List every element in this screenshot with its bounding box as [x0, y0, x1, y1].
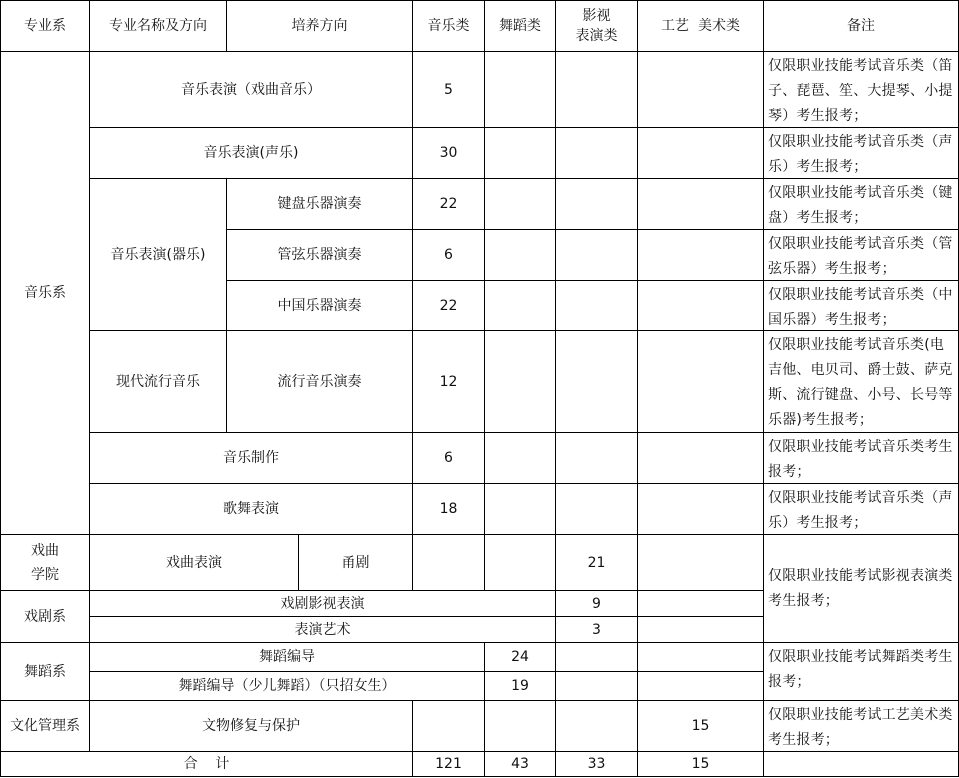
header-dept: 专业系	[0, 0, 89, 51]
empty-cell	[555, 127, 637, 178]
total-film: 33	[555, 751, 637, 777]
film-count-perf-art: 3	[555, 616, 637, 642]
empty-cell	[412, 534, 484, 590]
empty-cell	[637, 616, 763, 642]
header-dance: 舞蹈类	[484, 0, 555, 51]
empty-cell	[637, 432, 763, 483]
empty-cell	[484, 51, 555, 127]
empty-cell	[555, 671, 637, 700]
empty-cell	[555, 483, 637, 534]
major-relic: 文物修复与保护	[89, 700, 412, 751]
music-count-singdance: 18	[412, 483, 484, 534]
film-count-drama: 9	[555, 590, 637, 616]
total-music: 121	[412, 751, 484, 777]
header-art: 工艺 美术类	[637, 0, 763, 51]
major-drama-film: 戏剧影视表演	[89, 590, 555, 616]
major-xiqu-music: 音乐表演（戏曲音乐）	[89, 51, 412, 127]
music-count-winds: 6	[412, 229, 484, 280]
empty-cell	[555, 51, 637, 127]
dept-dance: 舞蹈系	[0, 642, 89, 700]
header-direction: 培养方向	[226, 0, 412, 51]
direction-opera: 甬剧	[298, 534, 412, 590]
empty-cell	[555, 280, 637, 330]
empty-cell	[555, 178, 637, 229]
music-count-keyboard: 22	[412, 178, 484, 229]
note-dance: 仅限职业技能考试舞蹈类考生报考；	[763, 642, 959, 700]
major-opera: 戏曲表演	[89, 534, 298, 590]
header-film	[555, 0, 637, 51]
dept-drama: 戏剧系	[0, 590, 89, 642]
header-major: 专业名称及方向	[89, 0, 226, 51]
empty-cell	[555, 700, 637, 751]
empty-cell	[484, 127, 555, 178]
direction-pop: 流行音乐演奏	[226, 330, 412, 432]
major-production: 音乐制作	[89, 432, 412, 483]
note-production: 仅限职业技能考试音乐类考生报考；	[763, 432, 959, 483]
dance-count-choreo: 24	[484, 642, 555, 671]
header-film-line1: 影视	[582, 8, 611, 24]
empty-cell	[637, 483, 763, 534]
empty-cell	[637, 642, 763, 671]
empty-cell	[637, 330, 763, 432]
major-perf-art: 表演艺术	[89, 616, 555, 642]
note-pop: 仅限职业技能考试音乐类(电吉他、电贝司、爵士鼓、萨克斯、流行键盘、小号、长号等乐器)考生报考；	[763, 330, 959, 432]
note-film: 仅限职业技能考试影视表演类考生报考；	[763, 534, 959, 642]
empty-cell	[484, 280, 555, 330]
empty-cell	[637, 280, 763, 330]
note-xiqu: 仅限职业技能考试音乐类（笛子、琵琶、笙、大提琴、小提琴）考生报考；	[763, 51, 959, 127]
dept-music: 音乐系	[0, 51, 89, 534]
empty-cell	[555, 229, 637, 280]
empty-cell	[412, 700, 484, 751]
dept-opera	[0, 534, 89, 590]
empty-cell	[637, 590, 763, 616]
direction-chinese: 中国乐器演奏	[226, 280, 412, 330]
dance-count-choreo-child: 19	[484, 671, 555, 700]
empty-cell	[637, 178, 763, 229]
dept-opera-line2: 学院	[31, 566, 59, 583]
empty-cell	[637, 127, 763, 178]
total-dance: 43	[484, 751, 555, 777]
dept-opera-line1: 戏曲	[31, 542, 59, 559]
dept-culture: 文化管理系	[0, 700, 89, 751]
note-vocal: 仅限职业技能考试音乐类（声乐）考生报考；	[763, 127, 959, 178]
music-count-vocal: 30	[412, 127, 484, 178]
empty-cell	[484, 432, 555, 483]
empty-cell	[637, 534, 763, 590]
note-relic: 仅限职业技能考试工艺美术类考生报考；	[763, 700, 959, 751]
music-count-pop: 12	[412, 330, 484, 432]
direction-keyboard: 键盘乐器演奏	[226, 178, 412, 229]
empty-cell	[484, 700, 555, 751]
major-choreo: 舞蹈编导	[89, 642, 484, 671]
header-remark: 备注	[763, 0, 959, 51]
empty-cell	[555, 642, 637, 671]
major-singdance: 歌舞表演	[89, 483, 412, 534]
major-vocal: 音乐表演(声乐)	[89, 127, 412, 178]
direction-winds: 管弦乐器演奏	[226, 229, 412, 280]
film-count-opera: 21	[555, 534, 637, 590]
note-winds: 仅限职业技能考试音乐类（管弦乐器）考生报考；	[763, 229, 959, 280]
note-singdance: 仅限职业技能考试音乐类（声乐）考生报考；	[763, 483, 959, 534]
major-pop: 现代流行音乐	[89, 330, 226, 432]
empty-cell	[637, 51, 763, 127]
header-film-line2: 表演类	[575, 28, 618, 44]
total-label: 合 计	[0, 751, 412, 777]
music-count-production: 6	[412, 432, 484, 483]
empty-cell	[637, 671, 763, 700]
empty-cell	[637, 229, 763, 280]
empty-cell	[484, 483, 555, 534]
total-remark-empty	[763, 751, 959, 777]
major-instrument: 音乐表演(器乐)	[89, 178, 226, 330]
music-count-xiqu: 5	[412, 51, 484, 127]
empty-cell	[555, 330, 637, 432]
music-count-chinese: 22	[412, 280, 484, 330]
art-count-relic: 15	[637, 700, 763, 751]
total-art: 15	[637, 751, 763, 777]
empty-cell	[484, 534, 555, 590]
note-keyboard: 仅限职业技能考试音乐类（键盘）考生报考；	[763, 178, 959, 229]
empty-cell	[484, 229, 555, 280]
empty-cell	[555, 432, 637, 483]
note-chinese: 仅限职业技能考试音乐类（中国乐器）考生报考；	[763, 280, 959, 330]
major-choreo-child: 舞蹈编导（少儿舞蹈）（只招女生）	[89, 671, 484, 700]
empty-cell	[484, 330, 555, 432]
empty-cell	[484, 178, 555, 229]
header-music: 音乐类	[412, 0, 484, 51]
